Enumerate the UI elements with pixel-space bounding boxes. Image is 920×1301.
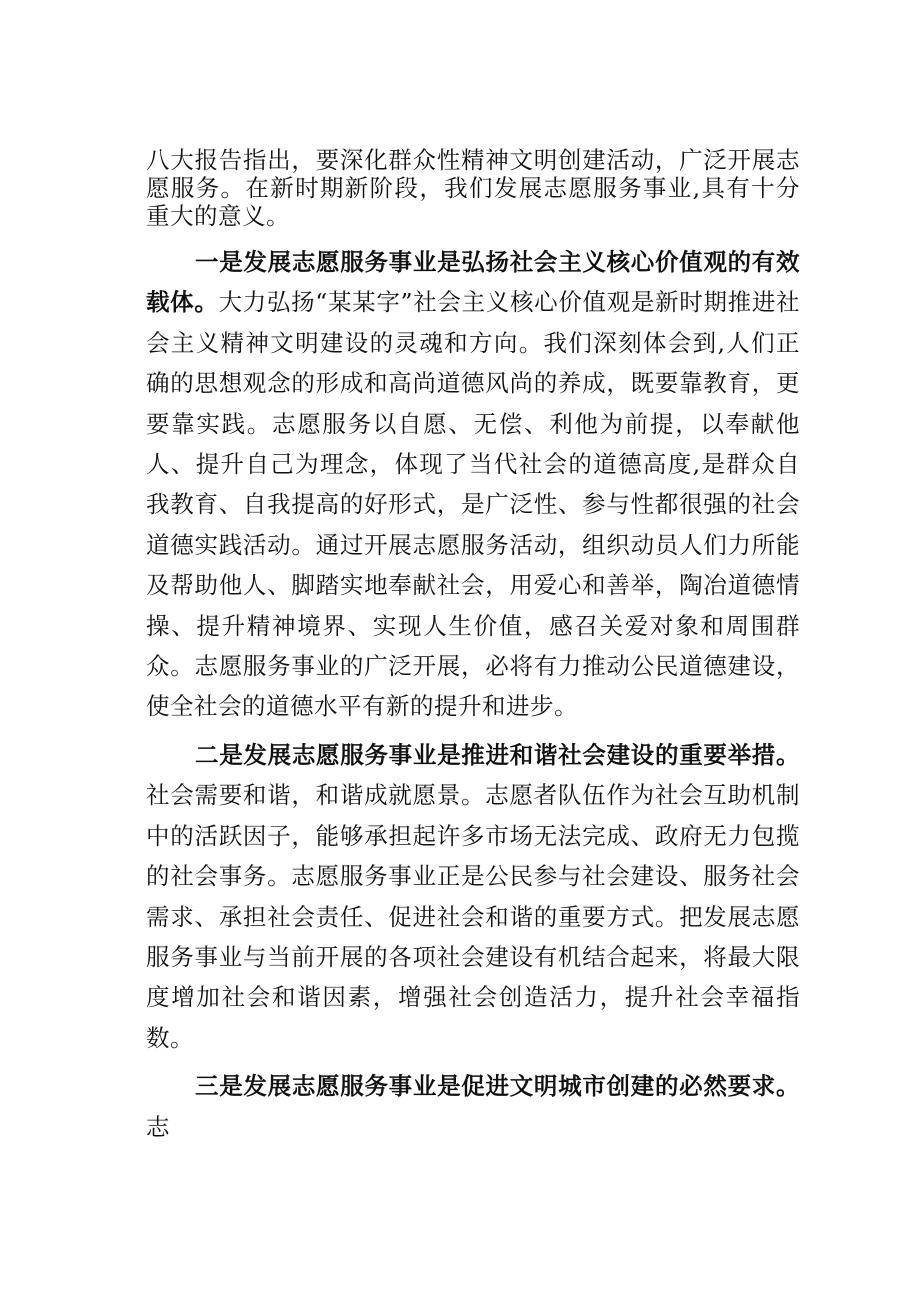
paragraph-text: 大力弘扬“某某字”社会主义核心价值观是新时期推进社会主义精神文明建设的灵魂和方向。我们深刻体会到,人们正确的思想观念的形成和高尚道德风尚的养成，既要靠教育，更要靠实践。志愿服务以自愿、无偿、利他为前提，以奉献他人、提升自己为理念，体现了当代社会的道德高度,是群众自我教育、自我提高的好形式，是广泛性、参与性都很强的社会道德实践活动。通过开展志愿服务活动，组织动员人们力所能及帮助他人、脚踏实地奉献社会，用爱心和善举，陶冶道德情操、提升精神境界、实现人生价值，感召关爱对象和周围群众。志愿服务事业的广泛开展，必将有力推动公民道德建设，使全社会的道德水平有新的提升和进步。 xyxy=(146,288,801,721)
paragraph-intro xyxy=(146,146,800,230)
document-body xyxy=(146,146,800,1147)
paragraph-text: 八大报告指出，要深化群众性精神文明创建活动，广泛开展志愿服务。在新时期新阶段，我们发展志愿服务事业,具有十分重大的意义。 xyxy=(146,146,800,230)
paragraph-lead: 一是发展志愿服务事业是弘扬社会主义核心价值观的有效载体。 xyxy=(146,248,800,317)
paragraph-point-one xyxy=(146,242,800,727)
paragraph-point-two xyxy=(146,735,800,1058)
paragraph-lead: 三是发展志愿服务事业是促进文明城市创建的必然要求。 xyxy=(195,1072,800,1101)
paragraph-text: 志 xyxy=(146,1112,170,1141)
paragraph-lead: 二是发展志愿服务事业是推进和谐社会建设的重要举措。 xyxy=(195,740,800,769)
paragraph-text: 社会需要和谐，和谐成就愿景。志愿者队伍作为社会互助机制中的活跃因子，能够承担起许多市场无法完成、政府无力包揽的社会事务。志愿服务事业正是公民参与社会建设、服务社会需求、承担社会责任、促进社会和谐的重要方式。把发展志愿服务事业与当前开展的各项社会建设有机结合起来，将最大限度增加社会和谐因素，增强社会创造活力，提升社会幸福指数。 xyxy=(146,781,800,1052)
paragraph-point-three xyxy=(146,1066,800,1147)
